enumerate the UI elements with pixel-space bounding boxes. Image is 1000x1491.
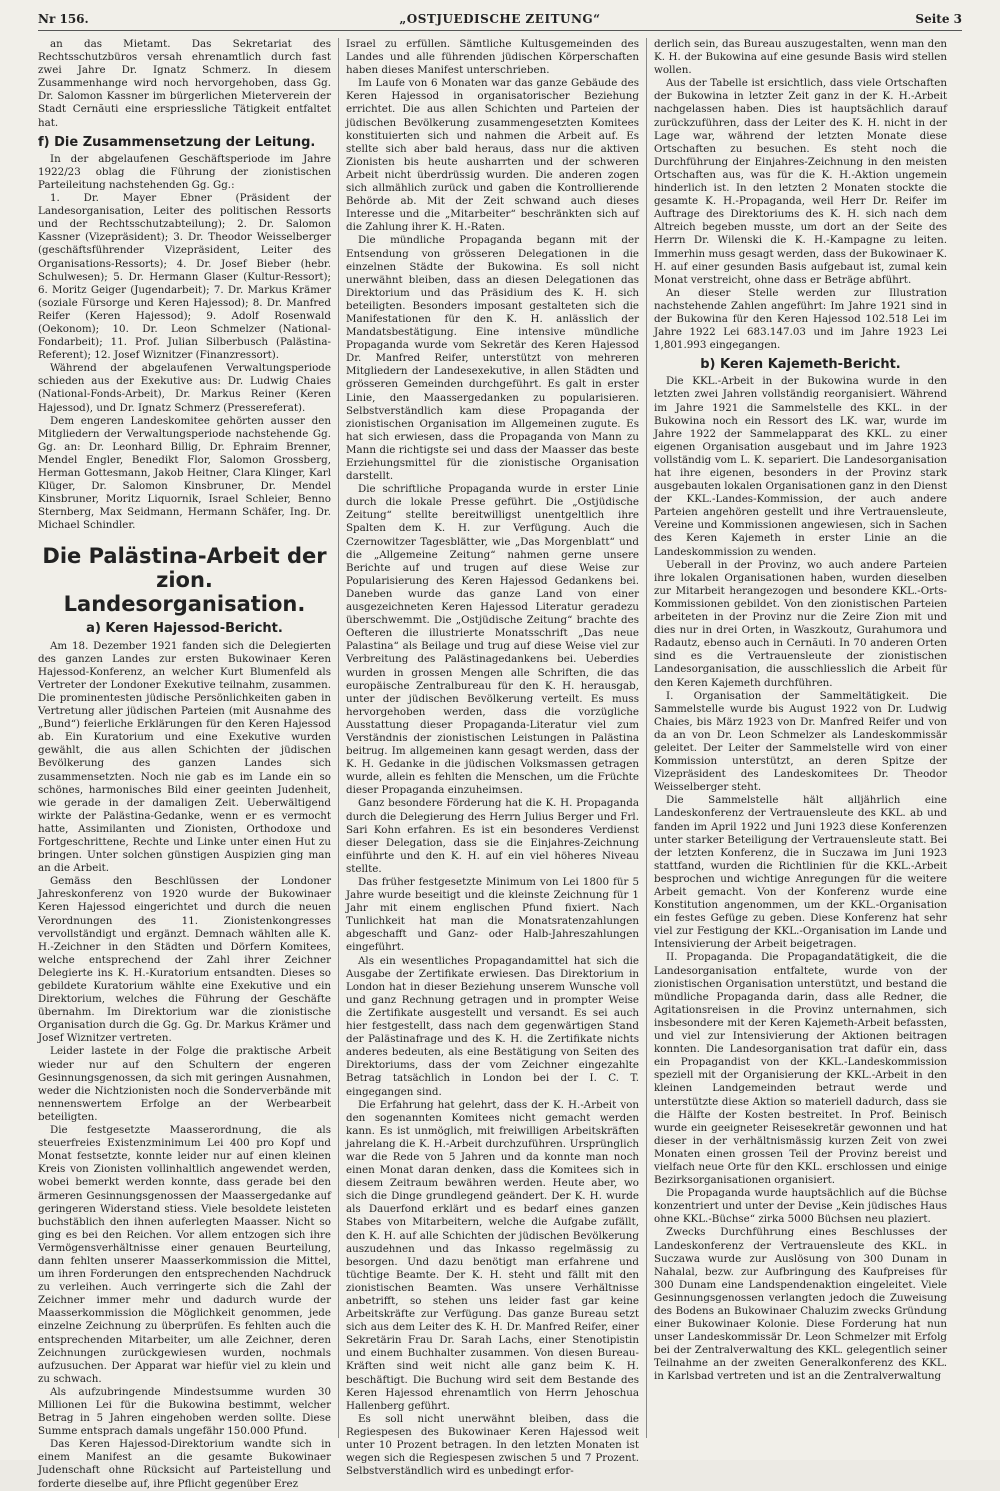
paragraph: Ganz besondere Förderung hat die K. H. Propaganda durch die Delegierung des Herrn Julius Berger und Frl. Sari Kohn erfahren. Es ist ein besonderes Verdienst dieser Delegation, dass sie die Einjahres-Zeichnung einführte und den K. H. auf ein viel höheres Niveau stellte. [346, 797, 639, 875]
paragraph: An dieser Stelle werden zur Illustration nachstehende Zahlen angeführt: Im Jahre 1921 sind in der Bukowina für den Keren Hajessod 102.518 Lei im Jahre 1922 Lei 683.147.03 und im Jahre 1923 Lei 1,801.993 eingegangen. [654, 286, 947, 352]
paragraph: Das Keren Hajessod-Direktorium wandte sich in einem Manifest an die gesamte Bukowinaer Judenschaft ohne Rücksicht auf Parteistellung und forderte dieselbe auf, ihre Pflicht gegenüber Erez [38, 1438, 331, 1490]
paragraph: Aus der Tabelle ist ersichtlich, dass viele Ortschaften der Bukowina in letzter Zeit ganz in der K. H.-Arbeit nachgelassen haben. Dies ist hauptsächlich darauf zurückzuführen, dass der Leiter des K. H. nicht in der Lage war, während der letzten Monate diese Ortschaften zu besuchen. Es steht noch die Durchführung der Einjahres-Zeichnung in den meisten Ortschaften aus, was für die K. H.-Aktion ungemein hinderlich ist. In den letzten 2 Monaten stockte die gesamte K. H.-Propaganda, weil Herr Dr. Reifer im Auftrage des Direktoriums des K. H. sich nach dem Altreich begeben musste, um dort an der Seite des Herrn Dr. Wilenski die K. H.-Kampagne zu leiten. Immerhin muss gesagt werden, dass der Bukowinaer K. H. auf einer gesunden Basis aufgebaut ist, zumal kein Monat verstreicht, ohne dass er Beträge abführt. [654, 77, 947, 286]
paragraph: Israel zu erfüllen. Sämtliche Kultusgemeinden des Landes und alle führenden jüdischen Körperschaften haben dieses Manifest unterschrieben. [346, 38, 639, 77]
paragraph: Ueberall in der Provinz, wo auch andere Parteien ihre lokalen Organisationen haben, wurden dieselben zur Mitarbeit herangezogen und besondere KKL.-Orts-Kommissionen gebildet. Von den zionistischen Parteien arbeiteten in der Provinz nur die Zeire Zion mit und dies nur in drei Orten, in Waszkoutz, Gurahumora und Radautz, ebenso auch in Cernăuti. In 70 anderen Orten sind es die Vertrauensleute der zionistischen Landesorganisation, die ausschliesslich die Arbeit für den Keren Kajemeth durchführen. [654, 558, 947, 689]
paragraph: Die mündliche Propaganda begann mit der Entsendung von grösseren Delegationen in die einzelnen Städte der Bukowina. Es soll nicht unerwähnt bleiben, dass an diesen Delegationen das Direktorium und das Präsidium des K. H. sich beteiligten. Besonders imposant gestalteten sich die Manifestationen für den K. H. anlässlich der Mandatsbestätigung. Eine intensive mündliche Propaganda wurde vom Sekretär des Keren Hajessod Dr. Manfred Reifer, unterstützt von mehreren Mitgliedern der Landesexekutive, in allen Städten und grösseren Gemeinden durchgeführt. Es galt in erster Linie, den Maassergedanken zu popularisieren. Selbstverständlich kam diese Propaganda der zionistischen Organisation im Allgemeinen zugute. Es hat sich erwiesen, dass die Propaganda von Mann zu Mann die richtigste sei und dass der Maasser das beste Erziehungsmittel für die zionistische Organisation darstellt. [346, 234, 639, 483]
section-heading: Die Palästina-Arbeit der zion. Landesorganisation. [42, 544, 327, 617]
paragraph: Als ein wesentliches Propagandamittel hat sich die Ausgabe der Zertifikate erwiesen. Das Direktorium in London hat in dieser Beziehung unserem Wunsche voll und ganz Rechnung getragen und in prompter Weise die Zertifikate ausgestellt und versandt. Es sei auch hier festgestellt, dass nach dem gegenwärtigen Stand der Palästinafrage und des K. H. die Zertifikate nichts anderes bedeuten, als eine Bestätigung von Seiten des Direktoriums, dass der vom Zeichner eingezahlte Betrag tatsächlich in London bei der I. C. T. eingegangen sind. [346, 954, 639, 1098]
paragraph: Als aufzubringende Mindestsumme wurden 30 Millionen Lei für die Bukowina bestimmt, welcher Betrag in 5 Jahren eingehoben werden sollte. Diese Summe entsprach damals ungefähr 150.000 Pfund. [38, 1385, 331, 1438]
paragraph: Die Erfahrung hat gelehrt, dass der K. H.-Arbeit von den sogenannten Komitees nicht gemacht werden kann. Es ist unmöglich, mit freiwilligen Arbeitskräften jahrelang die K. H.-Arbeit durchzuführen. Ursprünglich war die Rede von 5 Jahren und da konnte man noch einen Monat daran denken, dass die Komitees sich in diesem Zeitraum bewähren werden. Heute aber, wo sich die Dinge grundlegend geändert. Der K. H. wurde als Dauerfond erklärt und es bedarf eines ganzen Stabes von Mitarbeitern, welche die Aufgabe zufällt, den K. H. auf alle Schichten der jüdischen Bevölkerung auszudehnen und das Inkasso regelmässig zu besorgen. Und dazu benötigt man erfahrene und tüchtige Beamte. Der K. H. steht und fällt mit den zionistischen Beamten. Was unsere Verhältnisse anbetrifft, so stehen uns leider fast gar keine Arbeitskräfte zur Verfügung. Das ganze Bureau setzt sich aus dem Leiter des K. H. Dr. Manfred Reifer, einer Sekretärin Frau Dr. Sarah Lachs, einer Stenotipistin und einem Buchhalter zusammen. Von diesen Bureau-Kräften sind weit nicht alle ganz beim K. H. beschäftigt. Die Buchung wird seit dem Bestande des Keren Hajessod ehrenamtlich von Herrn Jehoschua Hallenberg geführt. [346, 1098, 639, 1412]
paragraph: Die festgesetzte Maasserordnung, die als steuerfreies Existenzminimum Lei 400 pro Kopf und Monat festsetzte, konnte leider nur auf einen kleinen Kreis von Zionisten vollinhaltlich angewendet werden, wobei bemerkt werden konnte, dass gerade bei den ärmeren Gesinnungsgenossen der Maassergedanke auf geringeren Widerstand stiess. Viele besoldete leisteten buchstäblich den ihnen auferlegten Maasser. Nicht so ging es bei den Reichen. Vor allem entzogen sich ihre Vermögensverhältnisse einer genauen Beurteilung, dann fehlten unserer Maasserkommission die Mittel, um ihren Forderungen den entsprechenden Nachdruck zu verleihen. Auch verringerte sich die Zahl der Zeichner immer mehr und dadurch wurde der Maasserkommission die Möglichkeit genommen, jede einzelne Zeichnung zu überprüfen. Es fehlten auch die entsprechenden Mitarbeiter, um alle Zeichner, deren Zeichnungen zurückgewiesen wurden, nochmals aufzusuchen. Der Apparat war hiefür viel zu klein und zu schwach. [38, 1124, 331, 1385]
paragraph: Die Propaganda wurde hauptsächlich auf die Büchse konzentriert und unter der Devise „Kein jüdisches Haus ohne KKL.-Büchse“ zirka 5000 Büchsen neu plaziert. [654, 1187, 947, 1226]
issue-number: Nr 156. [38, 12, 89, 26]
page-number: Seite 3 [915, 12, 962, 26]
paragraph: Die Sammelstelle hält alljährlich eine Landeskonferenz der Vertrauensleute des KKL. ab und fanden im April 1922 und Juni 1923 diese Konferenzen unter starker Beteiligung der Vertrauensleute statt. Bei der letzten Konferenz, die in Suczawa im Juni 1923 stattfand, wurden die Richtlinien für die KKL.-Arbeit besprochen und wichtige Anregungen für die weitere Arbeit gemacht. Von der Konferenz wurde eine Konstitution angenommen, um der KKL.-Organisation ein festes Gefüge zu geben. Diese Konferenz hat sehr viel zur Festigung der KKL.-Organisation im Lande und Intensivierung der Arbeit beigetragen. [654, 794, 947, 951]
subsection-heading: a) Keren Hajessod-Bericht. [86, 621, 283, 637]
newspaper-title: „OSTJUEDISCHE ZEITUNG“ [399, 12, 601, 26]
paragraph: Die schriftliche Propaganda wurde in erster Linie durch die lokale Presse geführt. Die „Ostjüdische Zeitung“ stellte bereitwilligst unentgeltlich ihre Spalten dem K. H. zur Verfügung. Auch die Czernowitzer Tagesblätter, wie „Das Morgenblatt“ und die „Allgemeine Zeitung“ nahmen gerne unsere Berichte auf und trugen auf diese Weise zur Popularisierung des Keren Hajessod Gedankens bei. Daneben wurde das ganze Land von einer ausgezeichneten Keren Hajessod Literatur geradezu überschwemmt. Die „Ostjüdische Zeitung“ brachte des Oefteren die illustrierte Monatsschrift „Das neue Palastina“ als Beilage und trug auf diese Weise viel zur Verbreitung des Palästinagedankens bei. Ueberdies wurden in grossen Mengen alle Schriften, die das europäische Zentralbureau für den K. H. herausgab, unter der jüdischen Bevölkerung verteilt. Es muss hervorgehoben werden, dass die vorzügliche Ausstattung dieser Propaganda-Literatur viel zum Verständnis der zionistischen Leistungen in Palästina beitrug. Im allgemeinen kann gesagt werden, dass der K. H. Gedanke in die jüdischen Volksmassen getragen wurde, allein es fehlten die Menschen, um die Früchte dieser Propaganda einzuheimsen. [346, 483, 639, 797]
subsection-heading: b) Keren Kajemeth-Bericht. [700, 357, 901, 373]
paragraph: Im Laufe von 6 Monaten war das ganze Gebäude des Keren Hajessod in organisatorischer Beziehung errichtet. Die aus allen Schichten und Parteien der jüdischen Bevölkerung zusammengesetzten Komitees konstituierten sich und nahmen die Arbeit auf. Es stellte sich aber bald heraus, dass nur die aktiven Zionisten bis heute ausharrten und der schweren Arbeit nicht überdrüssig wurden. Die anderen zogen sich allmählich zurück und gaben die Kontrollierende Behörde ab. Mit der Zeit schwand auch dieses Interesse und die „Mitarbeiter“ beschränkten sich auf die Zahlung ihrer K. H.-Raten. [346, 77, 639, 234]
paragraph: Das früher festgesetzte Minimum von Lei 1800 für 5 Jahre wurde beseitigt und die kleinste Zeichnung für 1 Jahr mit einem englischen Pfund fixiert. Nach Tunlichkeit hat man die Monatsratenzahlungen abgeschafft und Ganz- oder Halb-Jahreszahlungen eingeführt. [346, 876, 639, 954]
paragraph: Gemäss den Beschlüssen der Londoner Jahreskonferenz von 1920 wurde der Bukowinaer Keren Hajessod eingerichtet und durch die neuen Verordnungen des 11. Zionistenkongresses vervollständigt und ergänzt. Demnach wählten alle K. H.-Zeichner in den Städten und Dörfern Komitees, welche entsprechend der Zahl ihrer Zeichner Delegierte ins K. H.-Kuratorium entsandten. Dieses so gebildete Kuratorium wählte eine Exekutive und ein Direktorium, welches die Führung der Geschäfte übernahm. Im Direktorium war die zionistische Organisation durch die Gg. Gg. Dr. Markus Krämer und Josef Wiznitzer vertreten. [38, 875, 331, 1045]
column-1 [38, 38, 331, 1490]
paragraph: derlich sein, das Bureau auszugestalten, wenn man den K. H. der Bukowina auf eine gesunde Basis wird stellen wollen. [654, 38, 947, 77]
subsection-heading: f) Die Zusammensetzung der Leitung. [38, 134, 316, 150]
paragraph: Dem engeren Landeskomitee gehörten ausser den Mitgliedern der Verwaltungsperiode nachstehende Gg. Gg. an: Dr. Leonhard Billig, Dr. Ephraim Brenner, Mendel Engler, Benedikt Flor, Salomon Grossberg, Herman Gottesmann, Jakob Heitner, Clara Klinger, Karl Klüger, Dr. Salomon Kinsbruner, Dr. Mendel Kinsbruner, Moritz Liquornik, Israel Schleier, Benno Sternberg, Max Seidmann, Hermann Schäfer, Ing. Dr. Michael Schindler. [38, 414, 331, 532]
column-divider [646, 38, 647, 1438]
paragraph: Am 18. Dezember 1921 fanden sich die Delegierten des ganzen Landes zur ersten Bukowinaer Keren Hajessod-Konferenz, an welcher Kurt Blumenfeld als Vertreter der Londoner Exekutive teilnahm, zusammen. Die prominentesten jüdische Persönlichkeiten gaben in Vertretung aller jüdischen Parteien (mit Ausnahme des „Bund“) feierliche Erklärungen für den Keren Hajessod ab. Ein Kuratorium und eine Exekutive wurden gewählt, die aus allen Schichten der jüdischen Bevölkerung des ganzen Landes sich zusammensetzten. Noch nie gab es im Lande ein so schönes, harmonisches Bild einer geeinten Judenheit, wie gerade in der damaligen Zeit. Ueberwältigend wirkte der Palästina-Gedanke, wenn er es vermocht hatte, Assimilanten und Zionisten, Orthodoxe und Fortgeschrittene, Rechte und Linke unter einen Hut zu bringen. Unter solchen günstigen Auspizien ging man an die Arbeit. [38, 639, 331, 875]
paragraph: 1. Dr. Mayer Ebner (Präsident der Landesorganisation, Leiter des politischen Ressorts und der Rechtsschutzabteilung); 2. Dr. Salomon Kassner (Vizepräsident); 3. Dr. Theodor Weisselberger (geschäftsführender Vizepräsident, Leiter des Organisations-Ressorts); 4. Dr. Josef Bieber (hebr. Schulwesen); 5. Dr. Hermann Glaser (Kultur-Ressort); 6. Moritz Geiger (Jugendarbeit); 7. Dr. Markus Krämer (soziale Fürsorge und Keren Hajessod); 8. Dr. Manfred Reifer (Keren Hajessod); 9. Adolf Rosenwald (Oekonom); 10. Dr. Leon Schmelzer (National-Fondarbeit); 11. Prof. Julian Silberbusch (Palästina-Referent); 12. Josef Wiznitzer (Finanzressort). [38, 192, 331, 362]
paragraph: Während der abgelaufenen Verwaltungsperiode schieden aus der Exekutive aus: Dr. Ludwig Chaies (National-Fonds-Arbeit), Dr. Markus Reiner (Keren Hajessod), und Dr. Ignatz Schmerz (Pressereferat). [38, 362, 331, 414]
column-2 [346, 38, 639, 1478]
column-divider [338, 38, 339, 1438]
paragraph: I. Organisation der Sammeltätigkeit. Die Sammelstelle wurde bis August 1922 von Dr. Ludwig Chaies, bis März 1923 von Dr. Manfred Reifer und von da an von Dr. Leon Schmelzer als Landeskommissär geleitet. Der Leiter der Sammelstelle wird von einer Kommission unterstützt, an deren Spitze der Vizepräsident des Landeskomitees Dr. Theodor Weisselberger steht. [654, 689, 947, 794]
header-rule [38, 30, 962, 31]
column-3 [654, 38, 947, 1448]
paragraph: Es soll nicht unerwähnt bleiben, dass die Regiespesen des Bukowinaer Keren Hajessod weit unter 10 Prozent betragen. In den letzten Monaten ist wegen sich die Regiespesen zwischen 5 und 7 Prozent. Selbstverständlich wird es unbedingt erfor- [346, 1412, 639, 1478]
paragraph: an das Mietamt. Das Sekretariat des Rechtsschutzbüros versah ehrenamtlich durch fast zwei Jahre Dr. Ignatz Schmerz. In diesem Zusammenhange wird noch hervorgehoben, dass Gg. Dr. Salomon Kassner im bürgerlichen Mieterverein der Stadt Cernăuti eine erspriessliche Tätigkeit entfaltet hat. [38, 38, 331, 129]
paragraph: II. Propaganda. Die Propagandatätigkeit, die die Landesorganisation entfaltete, wurde von der zionistischen Organisation unterstützt, und bestand die mündliche Propaganda darin, dass alle Redner, die Agitationsreisen in die Provinz unternahmen, sich insbesondere mit der Keren Kajemeth-Arbeit befassten, und viel zur Intensivierung der Aktionen beitragen konnten. Die Landesorganisation trat dafür ein, dass ein Propagandist von der KKL.-Landeskommission speziell mit der Organisierung der KKL.-Arbeit in den kleinen Landgemeinden betraut werde und unterstützte diese Aktion so materiell dadurch, dass sie die Hälfte der Kosten bestreitet. In Prof. Beinisch wurde ein geeigneter Reisesekretär gewonnen und hat dieser in der verhältnismässig kurzen Zeit von zwei Monaten einen grossen Teil der Provinz bereist und vielfach neue Orte für den KKL. erschlossen und einige Bezirksorganisationen organisiert. [654, 951, 947, 1187]
paragraph: In der abgelaufenen Geschäftsperiode im Jahre 1922/23 oblag die Führung der zionistischen Parteileitung nachstehenden Gg. Gg.: [38, 152, 331, 191]
paragraph: Zwecks Durchführung eines Beschlusses der Landeskonferenz der Vertrauensleute des KKL. in Suczawa wurde zur Auslösung von 300 Dunam in Nahalal, bezw. zur Aufbringung des Kaufpreises für 300 Dunam eine Landspendenaktion eingeleitet. Viele Gesinnungsgenossen verlangten jedoch die Zuweisung des Bodens an Bukowinaer Chaluzim zwecks Gründung einer Bukowinaer Kolonie. Diese Forderung hat nun unser Landeskommissär Dr. Leon Schmelzer mit Erfolg bei der Zentralverwaltung des KKL. gelegentlich seiner Teilnahme an der zweiten Generalkonferenz des KKL. in Karlsbad vertreten und ist an die Zentralverwaltung [654, 1226, 947, 1383]
paragraph: Leider lastete in der Folge die praktische Arbeit wieder nur auf den Schultern der engeren Gesinnungsgenossen, da sich mit geringen Ausnahmen, weder die Nichtzionisten noch die Sonderverbände mit nennenswertem Erfolge an der Werbearbeit beteiligten. [38, 1045, 331, 1123]
paragraph: Die KKL.-Arbeit in der Bukowina wurde in den letzten zwei Jahren vollständig reorganisiert. Während im Jahre 1921 die Sammelstelle des KKL. in der Bukowina noch ein Ressort des LK. war, wurde im Jahre 1922 der Sammelapparat des KKL. zu einer eigenen Organisation ausgebaut und im Jahre 1923 vollständig vom L. K. separiert. Die Landesorganisation hat ihre eigenen, besonders in der Provinz stark ausgebauten lokalen Organisationen ganz in den Dienst der KKL.-Landes-Kommission, der auch andere Parteien angehören gestellt und ihre Vertrauensleute, Vereine und Kommissionen angewiesen, sich in Sachen des Keren Kajemeth in erster Linie an die Landeskommission zu wenden. [654, 375, 947, 558]
